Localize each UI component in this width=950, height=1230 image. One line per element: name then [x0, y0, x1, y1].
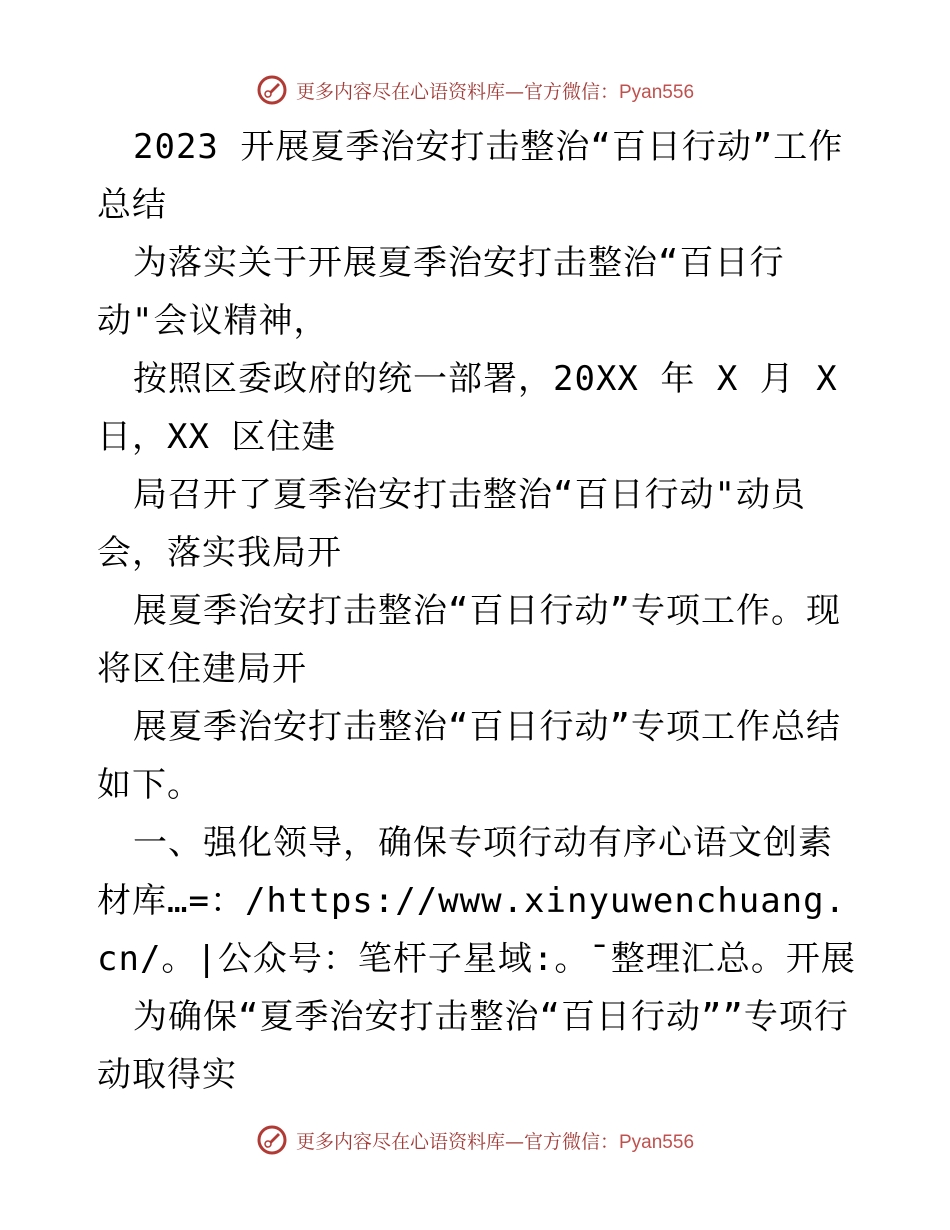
header-banner — [0, 70, 950, 110]
banner-handle: Pyan556 — [619, 1131, 695, 1153]
paragraph: 为确保“夏季治安打击整治“百日行动””专项行动取得实 — [97, 997, 849, 1095]
banner-handle: Pyan556 — [619, 81, 695, 103]
paragraph: 按照区委政府的统一部署，20XX 年 X 月 X 日，XX 区住建 — [97, 359, 860, 457]
banner-label: 更多内容尽在心语资料库—官方微信： — [295, 1130, 619, 1153]
paragraph: 局召开了夏季治安打击整治“百日行动"动员会，落实我局开 — [97, 475, 806, 573]
banner-label: 更多内容尽在心语资料库—官方微信： — [295, 80, 619, 103]
section-heading: 一、强化领导，确保专项行动有序心语文创素材库…=：/https://www.xinyuwenchuang.cn/。|公众号：笔杆子星域:。¯整理汇总。开展 — [97, 823, 856, 979]
brand-logo-icon — [256, 74, 288, 106]
footer-banner — [0, 1120, 950, 1160]
banner-text — [296, 1127, 694, 1154]
paragraph: 展夏季治安打击整治“百日行动”专项工作总结如下。 — [97, 707, 841, 805]
paragraph: 为落实关于开展夏季治安打击整治“百日行动"会议精神， — [97, 243, 785, 341]
brand-logo-icon — [256, 1124, 288, 1156]
document-body — [97, 118, 860, 1104]
banner-text — [296, 77, 694, 104]
paragraph: 展夏季治安打击整治“百日行动”专项工作。现将区住建局开 — [97, 591, 841, 689]
document-title: 2023 开展夏季治安打击整治“百日行动”工作总结 — [97, 127, 844, 225]
